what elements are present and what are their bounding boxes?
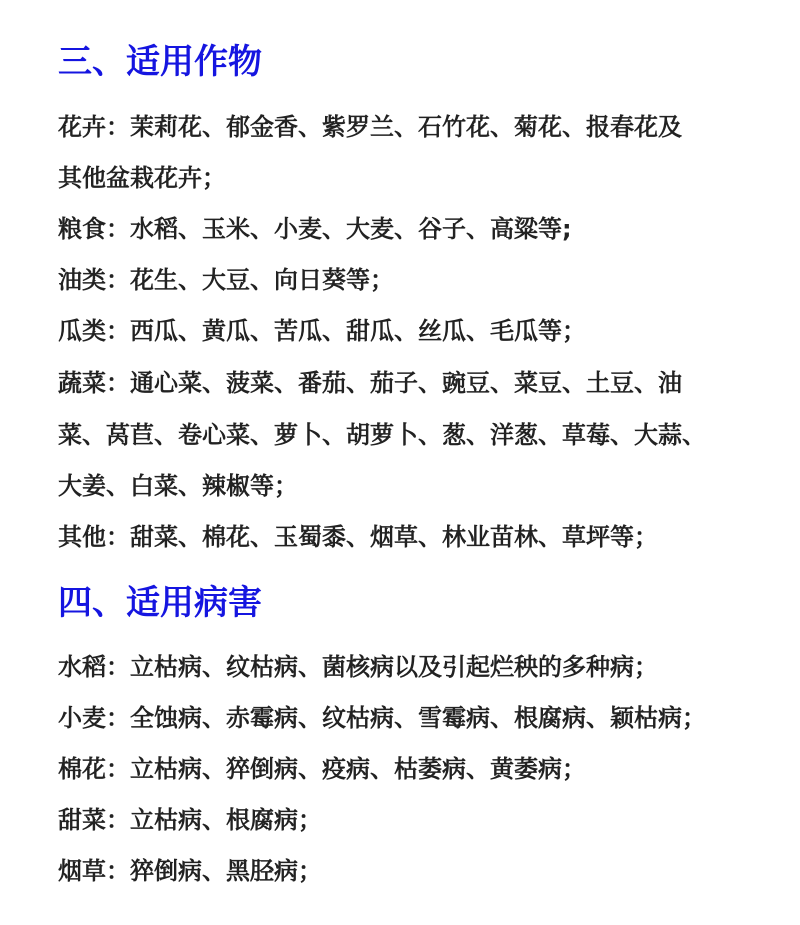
row-text: 立枯病、根腐病； — [130, 806, 322, 834]
label-separator: ： — [106, 369, 130, 397]
section-heading-diseases: 四、适用病害 — [58, 583, 262, 623]
crop-row-vegetables-continued — [58, 420, 706, 450]
row-label: 蔬菜 — [58, 369, 106, 397]
crop-row-grain — [58, 214, 572, 244]
row-text: 菜、莴苣、卷心菜、萝卜、胡萝卜、葱、洋葱、草莓、大蒜、 — [58, 421, 706, 449]
row-text: 水稻、玉米、小麦、大麦、谷子、高粱等; — [130, 215, 572, 243]
row-text: 甜菜、棉花、玉蜀黍、烟草、林业苗林、草坪等； — [130, 523, 658, 551]
row-text: 全蚀病、赤霉病、纹枯病、雪霉病、根腐病、颖枯病； — [130, 704, 706, 732]
row-text: 立枯病、纹枯病、菌核病以及引起烂秧的多种病； — [130, 653, 658, 681]
label-separator: ： — [106, 523, 130, 551]
crop-row-other — [58, 522, 658, 552]
label-separator: ： — [106, 653, 130, 681]
disease-row-rice — [58, 652, 658, 682]
disease-row-tobacco — [58, 856, 322, 886]
row-label: 棉花 — [58, 755, 106, 783]
row-text: 大姜、白菜、辣椒等； — [58, 472, 298, 500]
row-text: 茉莉花、郁金香、紫罗兰、石竹花、菊花、报春花及 — [130, 113, 682, 141]
disease-row-wheat — [58, 703, 706, 733]
row-text: 花生、大豆、向日葵等； — [130, 266, 394, 294]
row-text: 猝倒病、黑胫病； — [130, 857, 322, 885]
label-separator: ： — [106, 704, 130, 732]
crop-row-flowers — [58, 112, 682, 142]
row-label: 其他 — [58, 523, 106, 551]
crop-row-flowers-continued — [58, 163, 226, 193]
row-label: 烟草 — [58, 857, 106, 885]
crop-row-oil — [58, 265, 394, 295]
row-label: 小麦 — [58, 704, 106, 732]
label-separator: ： — [106, 857, 130, 885]
label-separator: ： — [106, 113, 130, 141]
row-label: 花卉 — [58, 113, 106, 141]
disease-row-cotton — [58, 754, 586, 784]
row-text: 其他盆栽花卉； — [58, 164, 226, 192]
label-separator: ： — [106, 755, 130, 783]
crop-row-melons — [58, 316, 586, 346]
crop-row-vegetables — [58, 368, 682, 398]
row-label: 粮食 — [58, 215, 106, 243]
row-label: 水稻 — [58, 653, 106, 681]
section-heading-crops: 三、适用作物 — [58, 42, 262, 82]
row-label: 油类 — [58, 266, 106, 294]
label-separator: ： — [106, 266, 130, 294]
row-label: 甜菜 — [58, 806, 106, 834]
row-text: 通心菜、菠菜、番茄、茄子、豌豆、菜豆、土豆、油 — [130, 369, 682, 397]
label-separator: ： — [106, 317, 130, 345]
row-text: 立枯病、猝倒病、疫病、枯萎病、黄萎病； — [130, 755, 586, 783]
row-text: 西瓜、黄瓜、苦瓜、甜瓜、丝瓜、毛瓜等； — [130, 317, 586, 345]
row-label: 瓜类 — [58, 317, 106, 345]
label-separator: ： — [106, 806, 130, 834]
crop-row-vegetables-continued — [58, 471, 298, 501]
label-separator: ： — [106, 215, 130, 243]
disease-row-beet — [58, 805, 322, 835]
